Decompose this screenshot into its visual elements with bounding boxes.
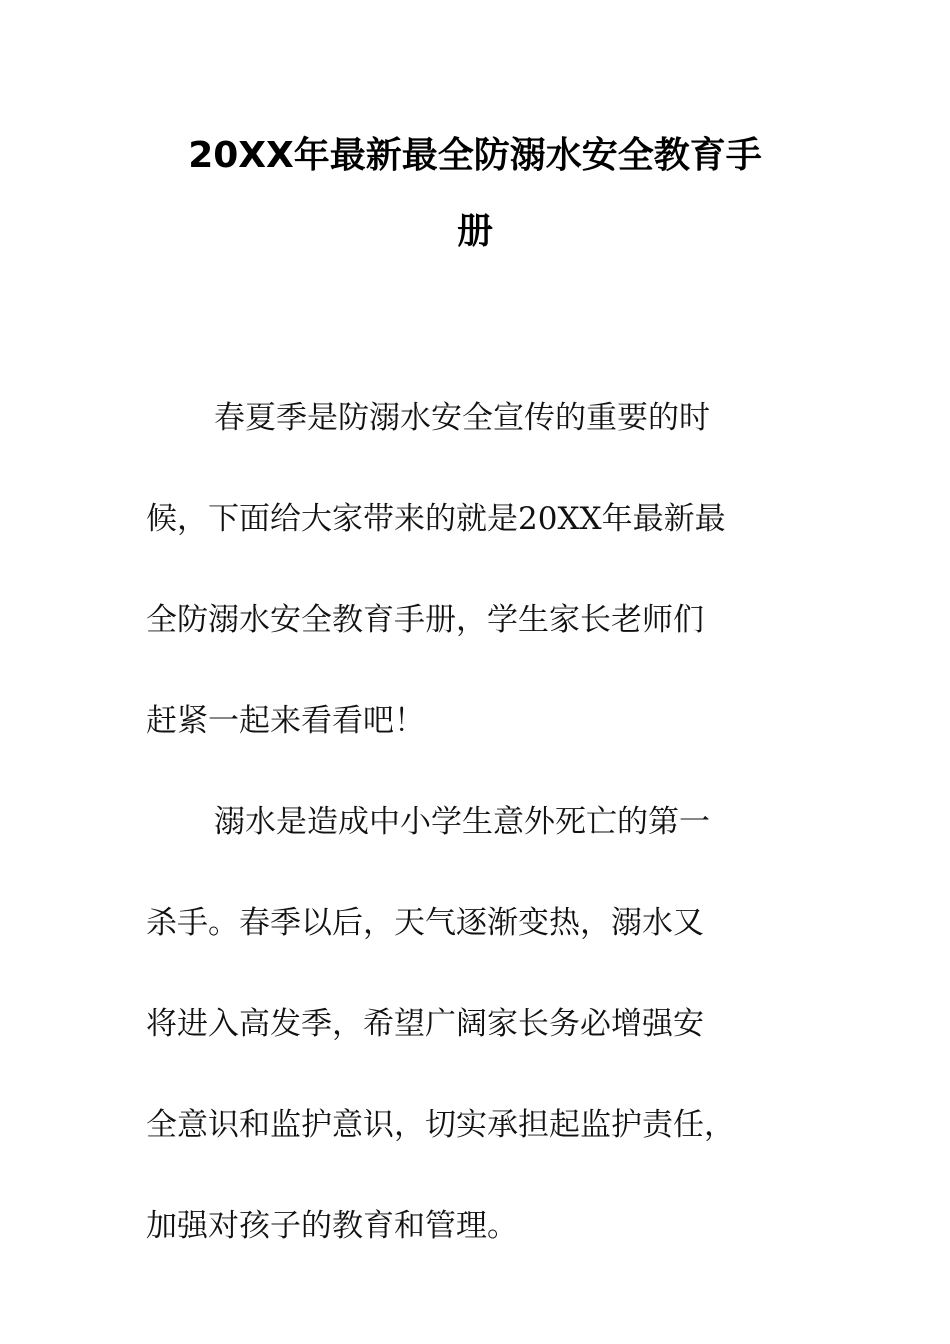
text-line: 加强对孩子的教育和管理。 — [146, 1208, 518, 1244]
paragraph-drowning — [146, 772, 806, 1277]
title-line: 册 — [456, 211, 493, 252]
title-line: 20XX年最新最全防溺水安全教育手 — [188, 135, 762, 176]
text-line: 杀手。春季以后，天气逐渐变热，溺水又 — [146, 905, 704, 941]
text-line: 候，下面给大家带来的就是20XX年最新最 — [146, 501, 726, 537]
text-line: 全防溺水安全教育手册，学生家长老师们 — [146, 602, 704, 638]
text-line: 赶紧一起来看看吧！ — [146, 703, 425, 739]
text-line: 溺水是造成中小学生意外死亡的第一 — [214, 804, 710, 840]
text-line: 春夏季是防溺水安全宣传的重要的时 — [214, 400, 710, 436]
document-title — [150, 118, 800, 270]
paragraph-intro — [146, 368, 806, 772]
text-line: 将进入高发季，希望广阔家长务必增强安 — [146, 1006, 704, 1042]
text-line: 全意识和监护意识，切实承担起监护责任， — [146, 1107, 735, 1143]
document-body — [146, 368, 806, 1277]
